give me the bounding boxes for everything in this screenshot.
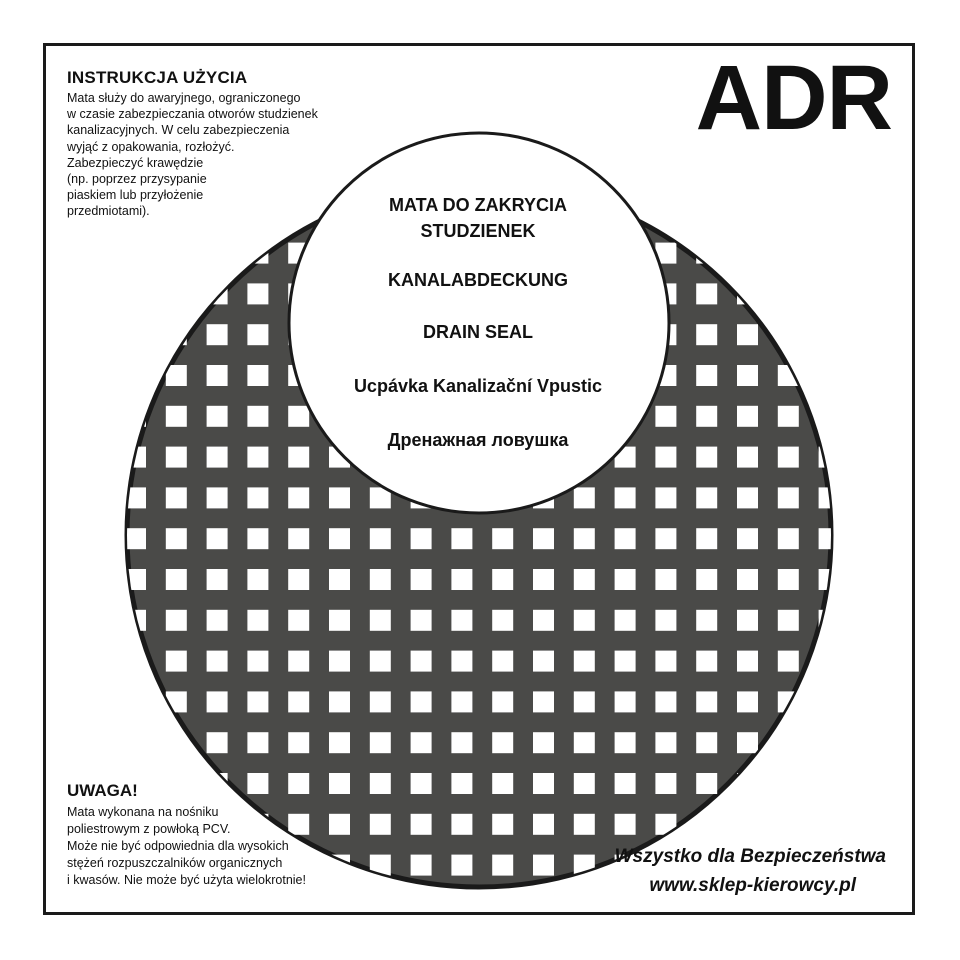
mat-hole: [533, 855, 554, 876]
mat-hole: [166, 487, 187, 508]
mat-hole: [655, 773, 676, 794]
product-name-russian: Дренажная ловушка: [387, 430, 569, 450]
mat-hole: [370, 528, 391, 549]
mat-hole: [329, 895, 350, 916]
mat-hole: [288, 487, 309, 508]
mat-hole: [288, 651, 309, 672]
mat-hole: [696, 447, 717, 468]
mat-hole: [329, 691, 350, 712]
mat-hole: [329, 610, 350, 631]
mat-hole: [247, 528, 268, 549]
mat-hole: [819, 283, 840, 304]
mat-hole: [125, 528, 146, 549]
mat-hole: [737, 365, 758, 386]
mat-hole: [247, 324, 268, 345]
mat-hole: [247, 447, 268, 468]
mat-hole: [778, 202, 799, 223]
mat-hole: [655, 406, 676, 427]
mat-hole: [778, 243, 799, 264]
mat-hole: [655, 487, 676, 508]
mat-hole: [207, 243, 228, 264]
mat-hole: [329, 651, 350, 672]
mat-hole: [696, 324, 717, 345]
mat-hole: [778, 814, 799, 835]
mat-hole: [125, 324, 146, 345]
mat-hole: [696, 651, 717, 672]
product-name-german: KANALABDECKUNG: [388, 270, 568, 290]
mat-hole: [492, 610, 513, 631]
mat-hole: [492, 732, 513, 753]
mat-hole: [411, 814, 432, 835]
mat-hole: [696, 814, 717, 835]
mat-hole: [737, 283, 758, 304]
mat-hole: [370, 732, 391, 753]
mat-hole: [533, 569, 554, 590]
mat-hole: [615, 569, 636, 590]
mat-hole: [329, 732, 350, 753]
mat-hole: [819, 814, 840, 835]
mat-hole: [696, 202, 717, 223]
mat-hole: [492, 569, 513, 590]
mat-hole: [166, 283, 187, 304]
mat-hole: [533, 610, 554, 631]
mat-hole: [451, 732, 472, 753]
mat-hole: [492, 895, 513, 916]
footer: [615, 842, 886, 900]
mat-hole: [778, 324, 799, 345]
mat-hole: [247, 895, 268, 916]
product-name-polish: MATA DO ZAKRYCIA STUDZIENEK: [389, 195, 567, 241]
mat-hole: [574, 691, 595, 712]
mat-hole: [125, 651, 146, 672]
mat-hole: [737, 406, 758, 427]
mat-hole: [451, 895, 472, 916]
mat-hole: [166, 895, 187, 916]
mat-hole: [655, 528, 676, 549]
mat-hole: [370, 651, 391, 672]
mat-hole: [288, 691, 309, 712]
mat-hole: [737, 691, 758, 712]
mat-hole: [166, 651, 187, 672]
mat-hole: [451, 773, 472, 794]
mat-hole: [615, 691, 636, 712]
mat-hole: [574, 528, 595, 549]
mat-hole: [492, 855, 513, 876]
mat-hole: [329, 487, 350, 508]
mat-hole: [125, 243, 146, 264]
mat-hole: [655, 691, 676, 712]
product-name-english: DRAIN SEAL: [422, 322, 533, 342]
mat-hole: [819, 406, 840, 427]
mat-hole: [778, 528, 799, 549]
mat-hole: [737, 773, 758, 794]
mat-hole: [125, 732, 146, 753]
mat-hole: [288, 528, 309, 549]
mat-hole: [615, 528, 636, 549]
mat-hole: [819, 161, 840, 182]
adr-badge: ADR: [695, 47, 892, 149]
mat-hole: [329, 569, 350, 590]
mat-hole: [696, 528, 717, 549]
mat-hole: [288, 895, 309, 916]
mat-hole: [207, 406, 228, 427]
mat-hole: [655, 732, 676, 753]
mat-hole: [411, 691, 432, 712]
mat-hole: [166, 243, 187, 264]
mat-hole: [207, 487, 228, 508]
mat-hole: [288, 610, 309, 631]
mat-hole: [696, 773, 717, 794]
mat-hole: [778, 447, 799, 468]
mat-hole: [778, 732, 799, 753]
mat-hole: [574, 773, 595, 794]
mat-hole: [411, 895, 432, 916]
mat-hole: [247, 651, 268, 672]
mat-hole: [737, 569, 758, 590]
mat-hole: [370, 691, 391, 712]
mat-hole: [615, 814, 636, 835]
mat-hole: [696, 732, 717, 753]
mat-hole: [696, 283, 717, 304]
mat-hole: [737, 732, 758, 753]
mat-hole: [492, 691, 513, 712]
mat-hole: [288, 569, 309, 590]
mat-hole: [696, 691, 717, 712]
mat-hole: [247, 610, 268, 631]
warning-title: UWAGA!: [67, 781, 138, 800]
mat-hole: [492, 528, 513, 549]
mat-hole: [370, 569, 391, 590]
mat-hole: [737, 487, 758, 508]
mat-hole: [574, 732, 595, 753]
mat-hole: [207, 732, 228, 753]
mat-hole: [655, 161, 676, 182]
mat-hole: [533, 691, 554, 712]
mat-hole: [247, 691, 268, 712]
mat-hole: [166, 528, 187, 549]
product-name-czech: Ucpávka Kanalizační Vpustic: [353, 376, 603, 396]
mat-hole: [207, 651, 228, 672]
mat-hole: [819, 528, 840, 549]
mat-hole: [574, 814, 595, 835]
mat-hole: [778, 365, 799, 386]
mat-hole: [778, 610, 799, 631]
mat-hole: [411, 855, 432, 876]
mat-hole: [492, 773, 513, 794]
mat-hole: [411, 610, 432, 631]
mat-hole: [778, 773, 799, 794]
mat-hole: [451, 610, 472, 631]
mat-hole: [778, 406, 799, 427]
mat-hole: [370, 610, 391, 631]
mat-hole: [533, 732, 554, 753]
mat-hole: [411, 773, 432, 794]
mat-hole: [207, 283, 228, 304]
mat-hole: [125, 895, 146, 916]
mat-hole: [288, 732, 309, 753]
mat-hole: [737, 324, 758, 345]
mat-hole: [574, 610, 595, 631]
mat-hole: [819, 324, 840, 345]
mat-hole: [247, 406, 268, 427]
mat-hole: [737, 814, 758, 835]
mat-hole: [819, 773, 840, 794]
mat-hole: [451, 691, 472, 712]
mat-hole: [411, 528, 432, 549]
mat-hole: [819, 243, 840, 264]
mat-hole: [655, 814, 676, 835]
mat-hole: [370, 895, 391, 916]
mat-hole: [533, 895, 554, 916]
mat-hole: [778, 283, 799, 304]
mat-hole: [737, 651, 758, 672]
mat-hole: [533, 651, 554, 672]
mat-hole: [696, 610, 717, 631]
instructions-title: INSTRUKCJA UŻYCIA: [67, 68, 248, 87]
product-names: [298, 192, 658, 451]
mat-hole: [166, 447, 187, 468]
mat-hole: [207, 610, 228, 631]
mat-hole: [411, 569, 432, 590]
mat-hole: [166, 610, 187, 631]
mat-hole: [411, 651, 432, 672]
mat-hole: [655, 610, 676, 631]
mat-hole: [615, 732, 636, 753]
mat-hole: [492, 651, 513, 672]
mat-hole: [207, 691, 228, 712]
mat-hole: [574, 895, 595, 916]
mat-hole: [655, 569, 676, 590]
mat-hole: [696, 487, 717, 508]
mat-hole: [166, 732, 187, 753]
warning-section: [67, 781, 397, 889]
mat-hole: [247, 365, 268, 386]
mat-hole: [737, 447, 758, 468]
mat-hole: [451, 569, 472, 590]
mat-hole: [533, 773, 554, 794]
mat-hole: [533, 528, 554, 549]
mat-hole: [819, 651, 840, 672]
mat-hole: [819, 202, 840, 223]
mat-hole: [207, 447, 228, 468]
mat-hole: [207, 895, 228, 916]
mat-hole: [696, 365, 717, 386]
mat-hole: [207, 528, 228, 549]
mat-hole: [451, 528, 472, 549]
mat-hole: [615, 773, 636, 794]
mat-hole: [655, 202, 676, 223]
mat-hole: [655, 651, 676, 672]
mat-hole: [574, 487, 595, 508]
mat-hole: [574, 569, 595, 590]
mat-hole: [451, 855, 472, 876]
mat-hole: [207, 324, 228, 345]
mat-hole: [166, 569, 187, 590]
mat-hole: [615, 651, 636, 672]
mat-hole: [533, 814, 554, 835]
mat-hole: [451, 814, 472, 835]
mat-hole: [696, 406, 717, 427]
mat-hole: [615, 487, 636, 508]
mat-hole: [655, 447, 676, 468]
mat-hole: [492, 814, 513, 835]
mat-hole: [207, 365, 228, 386]
mat-hole: [778, 487, 799, 508]
mat-hole: [125, 283, 146, 304]
mat-hole: [737, 161, 758, 182]
warning-text: Mata wykonana na nośniku poliestrowym z powłoką PCV. Może nie być odpowiednia dla wysokich stężeń rozpuszczalników organicznych i kwasów. Nie może być użyta wielokrotnie!: [67, 805, 306, 887]
mat-hole: [411, 732, 432, 753]
mat-hole: [615, 161, 636, 182]
mat-hole: [166, 406, 187, 427]
instructions-text: Mata służy do awaryjnego, ograniczonego w czasie zabezpieczania otworów studzienek kanalizacyjnych. W celu zabezpieczenia wyjąć z opakowania, rozłożyć. Zabezpieczyć krawędzie (np. poprzez przysypanie piaskiem lub przyłożenie przedmiotami).: [67, 91, 318, 219]
footer-url: www.sklep-kierowcy.pl: [649, 875, 856, 896]
mat-hole: [819, 691, 840, 712]
mat-hole: [125, 691, 146, 712]
mat-hole: [247, 732, 268, 753]
mat-hole: [574, 651, 595, 672]
mat-hole: [778, 691, 799, 712]
mat-hole: [778, 569, 799, 590]
mat-hole: [778, 651, 799, 672]
mat-hole: [451, 651, 472, 672]
mat-hole: [737, 202, 758, 223]
mat-hole: [819, 365, 840, 386]
mat-hole: [615, 610, 636, 631]
footer-slogan: Wszystko dla Bezpieczeństwa: [614, 846, 886, 867]
mat-hole: [329, 528, 350, 549]
mat-hole: [125, 365, 146, 386]
mat-hole: [819, 732, 840, 753]
mat-hole: [737, 528, 758, 549]
mat-hole: [696, 569, 717, 590]
mat-hole: [778, 161, 799, 182]
mat-hole: [247, 487, 268, 508]
mat-hole: [207, 569, 228, 590]
mat-hole: [737, 243, 758, 264]
mat-hole: [696, 161, 717, 182]
mat-hole: [247, 569, 268, 590]
mat-hole: [737, 610, 758, 631]
mat-hole: [247, 283, 268, 304]
